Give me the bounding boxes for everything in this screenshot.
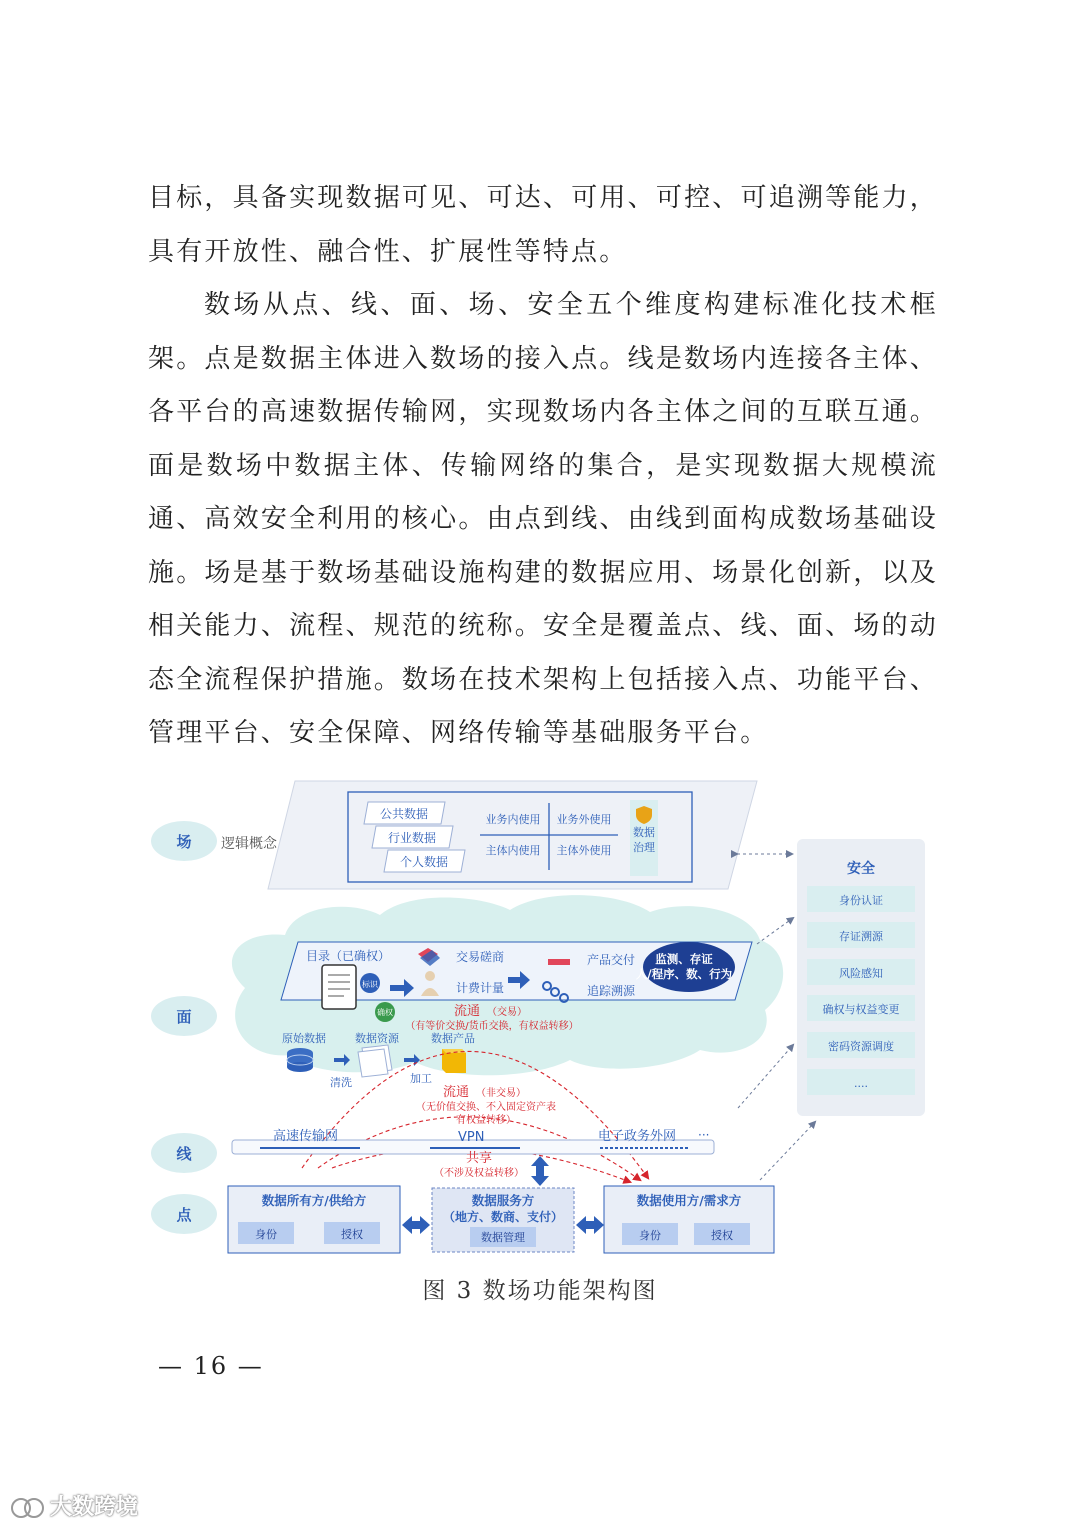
security-item-rights-change <box>807 995 915 1021</box>
svg-text:身份认证: 身份认证 <box>839 894 883 907</box>
network-vpn-label: VPN <box>458 1130 485 1145</box>
user-box <box>604 1186 774 1253</box>
level-label-xian <box>151 1133 217 1173</box>
security-panel <box>797 839 925 1116</box>
user-identity: 身份 <box>639 1229 661 1242</box>
svg-text:面: 面 <box>176 1008 192 1026</box>
owner-authorize: 授权 <box>341 1228 363 1241</box>
negotiation-label: 交易磋商 <box>456 950 505 964</box>
logic-concept-label: 逻辑概念 <box>221 836 277 852</box>
chang-panel <box>221 781 757 889</box>
service-box <box>432 1188 574 1252</box>
network-highspeed-label: 高速传输网 <box>273 1129 339 1144</box>
svg-text:（非交易）: （非交易） <box>476 1088 526 1099</box>
svg-text:确权: 确权 <box>377 1008 393 1017</box>
horizontal-double-arrow-icon <box>576 1216 604 1234</box>
svg-text:行业数据: 行业数据 <box>387 831 437 845</box>
data-type-industry <box>372 826 453 848</box>
figure-caption: 图 3 数场功能架构图 <box>422 1278 658 1304</box>
security-item-more <box>807 1069 915 1095</box>
svg-text:（不涉及权益转移）: （不涉及权益转移） <box>434 1168 524 1179</box>
watermark <box>10 1490 138 1521</box>
security-item-identity-auth <box>807 886 915 912</box>
svg-text:个人数据: 个人数据 <box>399 855 449 869</box>
svg-text:（有等价交换/货币交换，有权益转移）: （有等价交换/货币交换，有权益转移） <box>405 1021 579 1032</box>
paragraph-1: 目标，具备实现数据可见、可达、可用、可控、可追溯等能力，具有开放性、融合性、扩展性等特点。 <box>148 183 938 267</box>
usage-business-external: 业务外使用 <box>556 813 612 826</box>
governance-label-1: 数据 <box>633 826 655 839</box>
catalog-document-icon <box>322 965 356 1009</box>
svg-text:安全: 安全 <box>847 861 875 877</box>
level-label-dian <box>151 1194 217 1234</box>
svg-text:（地方、数商、支付）: （地方、数商、支付） <box>442 1210 564 1224</box>
svg-text:流通: 流通 <box>454 1004 481 1019</box>
svg-text:存证溯源: 存证溯源 <box>839 930 883 943</box>
vertical-double-arrow-icon <box>531 1156 549 1186</box>
database-icon <box>287 1048 313 1072</box>
trace-label: 追踪溯源 <box>587 984 636 998</box>
usage-entity-internal: 主体内使用 <box>485 844 541 857</box>
level-label-chang <box>151 821 217 861</box>
process-label: 加工 <box>410 1072 432 1085</box>
svg-text:线: 线 <box>176 1145 192 1163</box>
badge-identifier <box>360 973 380 993</box>
svg-text:监测、存证: 监测、存证 <box>655 952 713 966</box>
svg-text:密码资源调度: 密码资源调度 <box>828 1040 894 1053</box>
watermark-text: 大数跨境 <box>50 1495 139 1520</box>
svg-text:（交易）: （交易） <box>487 1007 527 1018</box>
svg-text:数据所有方/供给方: 数据所有方/供给方 <box>261 1193 367 1208</box>
security-item-risk-sensing <box>807 959 915 985</box>
mian-cloud <box>232 895 783 1089</box>
svg-text:有权益转移）: 有权益转移） <box>456 1115 516 1126</box>
product-icon <box>548 959 570 965</box>
svg-text:点: 点 <box>176 1206 192 1224</box>
governance-label-2: 治理 <box>633 841 655 854</box>
billing-label: 计费计量 <box>456 981 505 995</box>
svg-text:....: .... <box>854 1077 868 1090</box>
svg-text:场: 场 <box>176 833 192 851</box>
watermark-logo-icon <box>10 1496 46 1520</box>
level-label-mian <box>151 996 217 1036</box>
page-number: — 16 — <box>158 1352 264 1380</box>
svg-text:确权与权益变更: 确权与权益变更 <box>822 1003 900 1016</box>
data-sheet-icon <box>358 1045 392 1077</box>
clean-label: 清洗 <box>330 1076 352 1089</box>
svg-text:共享: 共享 <box>465 1151 493 1166</box>
paragraph-2: 数场从点、线、面、场、安全五个维度构建标准化技术框架。点是数据主体进入数场的接入点。线是数场内连接各主体、各平台的高速数据传输网，实现数场内各主体之间的互联互通。面是数场中数据主体、传输网络的集合，是实现数据大规模流通、高效安全利用的核心。由点到线、由线到面构成数场基础设施。场是基于数场基础设施构建的数据应用、场景化创新，以及相关能力、流程、规范的统称。安全是覆盖点、线、面、场的动态全流程保护措施。数场在技术架构上包括接入点、功能平台、管理平台、安全保障、网络传输等基础服务平台。 <box>148 290 938 748</box>
owner-box <box>228 1186 400 1253</box>
data-product-label: 数据产品 <box>431 1032 475 1045</box>
svg-text:（无价值交换、不入固定资产表: （无价值交换、不入固定资产表 <box>416 1102 556 1113</box>
delivery-label: 产品交付 <box>587 953 636 967</box>
svg-text:流通: 流通 <box>443 1085 470 1100</box>
usage-business-internal: 业务内使用 <box>485 813 541 826</box>
network-egov-label: 电子政务外网 <box>598 1129 677 1144</box>
svg-text:数据使用方/需求方: 数据使用方/需求方 <box>636 1193 742 1208</box>
catalog-label: 目录（已确权） <box>306 949 391 963</box>
service-management: 数据管理 <box>481 1231 525 1244</box>
svg-text:标识: 标识 <box>362 980 378 989</box>
flow-nontrade-label <box>416 1084 556 1126</box>
svg-text:公共数据: 公共数据 <box>379 807 429 821</box>
security-item-evidence-trace <box>807 922 915 948</box>
horizontal-double-arrow-icon <box>402 1216 430 1234</box>
svg-text:人/程序、数、行为: 人/程序、数、行为 <box>635 967 733 981</box>
data-resource-label: 数据资源 <box>355 1032 399 1045</box>
data-type-personal <box>384 850 465 872</box>
svg-text:风险感知: 风险感知 <box>839 967 883 980</box>
raw-data-label: 原始数据 <box>282 1032 326 1045</box>
owner-identity: 身份 <box>255 1228 277 1241</box>
svg-text:数据服务方: 数据服务方 <box>471 1193 535 1208</box>
badge-right-confirmed <box>375 1002 395 1022</box>
user-authorize: 授权 <box>711 1229 733 1242</box>
usage-entity-external: 主体外使用 <box>556 844 612 857</box>
security-item-crypto-scheduling <box>807 1032 915 1058</box>
data-type-public <box>364 802 445 824</box>
network-more-label: ··· <box>698 1128 710 1142</box>
